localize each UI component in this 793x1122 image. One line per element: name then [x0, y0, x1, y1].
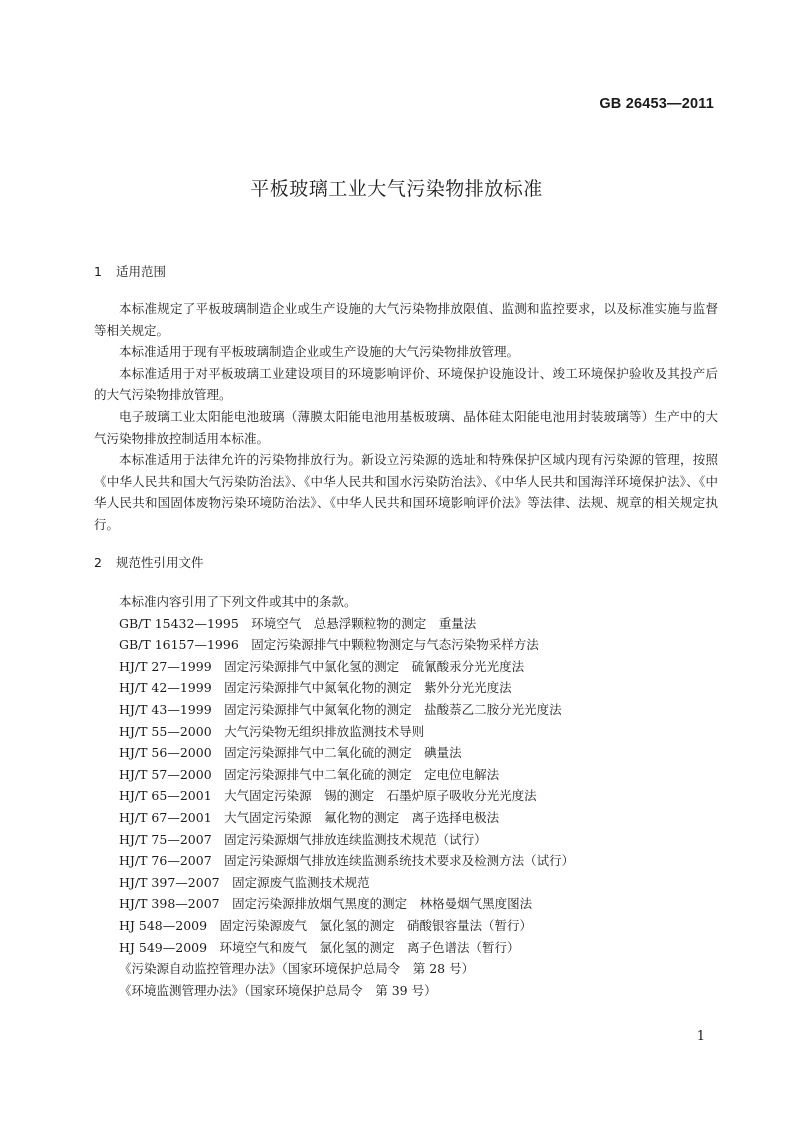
section-1-heading [94, 262, 166, 280]
reference-item: GB/T 16157—1996 固定污染源排气中颗粒物测定与气态污染物采样方法 [119, 637, 539, 653]
section-2-title: 规范性引用文件 [116, 555, 204, 570]
section-2-number: 2 [94, 555, 102, 570]
reference-item: HJ/T 56—2000 固定污染源排气中二氧化硫的测定 碘量法 [119, 745, 462, 761]
reference-item: 《环境监测管理办法》（国家环境保护总局令 第 39 号） [119, 982, 437, 998]
standard-number: GB 26453—2011 [599, 96, 714, 112]
section-1-body [94, 298, 718, 536]
reference-item: HJ/T 67—2001 大气固定污染源 氟化物的测定 离子选择电极法 [119, 809, 500, 825]
paragraph: 本标准适用于法律允许的污染物排放行为。新设立污染源的选址和特殊保护区域内现有污染源的管理，按照《中华人民共和国大气污染防治法》、《中华人民共和国水污染防治法》、《中华人民共和国海洋环境保护法》、《中华人民共和国固体废物污染环境防治法》、《中华人民共和国环境影响评价法》等法律、法规、规章的相关规定执行。 [94, 452, 718, 532]
reference-item: HJ 549—2009 环境空气和废气 氯化氢的测定 离子色谱法（暂行） [119, 939, 520, 955]
reference-item: HJ/T 42—1999 固定污染源排气中氮氧化物的测定 紫外分光光度法 [119, 680, 512, 696]
reference-item: HJ 548—2009 固定污染源废气 氯化氢的测定 硝酸银容量法（暂行） [119, 917, 533, 933]
reference-item: HJ/T 398—2007 固定污染源排放烟气黑度的测定 林格曼烟气黑度图法 [119, 896, 533, 912]
reference-item: HJ/T 397—2007 固定源废气监测技术规范 [119, 874, 370, 890]
paragraph: 本标准适用于对平板玻璃工业建设项目的环境影响评价、环境保护设施设计、竣工环境保护验收及其投产后的大气污染物排放管理。 [94, 365, 718, 403]
paragraph: 电子玻璃工业太阳能电池玻璃（薄膜太阳能电池用基板玻璃、晶体硅太阳能电池用封装玻璃等）生产中的大气污染物排放控制适用本标准。 [94, 408, 718, 446]
reference-item: HJ/T 75—2007 固定污染源烟气排放连续监测技术规范（试行） [119, 831, 487, 847]
section-1-title: 适用范围 [116, 264, 167, 279]
document-title: 平板玻璃工业大气污染物排放标准 [250, 178, 543, 200]
reference-intro: 本标准内容引用了下列文件或其中的条款。 [119, 594, 357, 609]
reference-list [94, 591, 718, 1001]
reference-item: HJ/T 76—2007 固定污染源烟气排放连续监测系统技术要求及检测方法（试行） [119, 853, 575, 869]
paragraph: 本标准规定了平板玻璃制造企业或生产设施的大气污染物排放限值、监测和监控要求，以及标准实施与监督等相关规定。 [94, 301, 718, 338]
page-number: 1 [696, 1029, 705, 1044]
reference-item: 《污染源自动监控管理办法》（国家环境保护总局令 第 28 号） [119, 961, 475, 977]
reference-item: HJ/T 27—1999 固定污染源排气中氯化氢的测定 硫氰酸汞分光光度法 [119, 658, 525, 674]
section-1-number: 1 [94, 264, 102, 279]
reference-item: HJ/T 57—2000 固定污染源排气中二氧化硫的测定 定电位电解法 [119, 766, 500, 782]
reference-item: HJ/T 65—2001 大气固定污染源 锡的测定 石墨炉原子吸收分光光度法 [119, 788, 537, 804]
reference-item: HJ/T 43—1999 固定污染源排气中氮氧化物的测定 盐酸萘乙二胺分光光度法 [119, 701, 562, 717]
reference-item: HJ/T 55—2000 大气污染物无组织排放监测技术导则 [119, 723, 425, 739]
reference-item: GB/T 15432—1995 环境空气 总悬浮颗粒物的测定 重量法 [119, 615, 477, 631]
paragraph: 本标准适用于现有平板玻璃制造企业或生产设施的大气污染物排放管理。 [119, 344, 520, 360]
section-2-heading [94, 553, 204, 571]
